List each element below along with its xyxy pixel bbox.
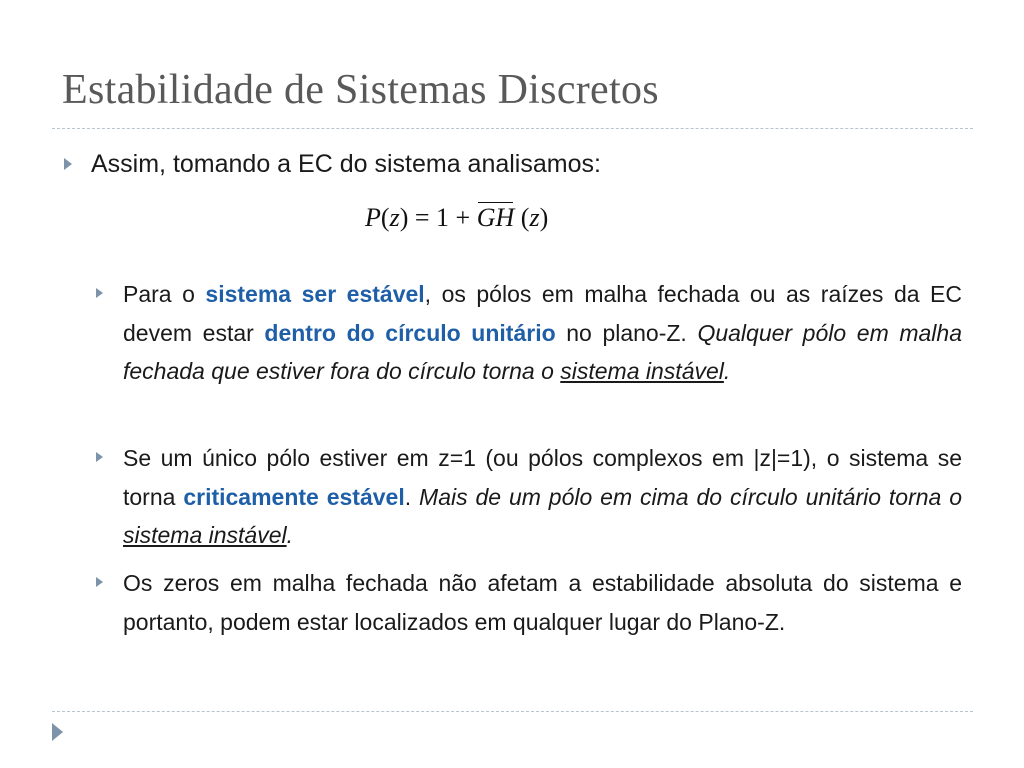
sub-bullet-critical — [123, 439, 962, 555]
title-divider — [52, 128, 973, 129]
sub-bullet-text: , os pólos em malha fechada ou as raízes da EC devem estar — [123, 281, 962, 346]
equation-variable: z — [389, 203, 400, 232]
sub-bullet-stability — [123, 275, 962, 391]
highlight-text: criticamente estável — [183, 483, 405, 510]
equation-paren: ( — [380, 203, 390, 232]
sub-bullet-arrow-icon — [96, 577, 103, 587]
equation-plus: + — [449, 203, 477, 232]
sub-bullet-text: . — [286, 522, 294, 548]
highlight-text: dentro do círculo unitário — [264, 319, 556, 346]
sub-bullet-arrow-icon — [96, 452, 103, 462]
sub-bullet-text: . — [404, 483, 420, 510]
equation-lhs: P — [365, 203, 381, 232]
next-slide-arrow-icon[interactable] — [52, 723, 63, 741]
sub-bullet-arrow-icon — [96, 288, 103, 298]
equation-equals: = — [408, 203, 437, 232]
sub-bullet-text: . — [723, 358, 731, 384]
equation-gh-overline: GH — [477, 195, 515, 241]
equation-variable: z — [529, 203, 540, 232]
characteristic-equation — [365, 195, 548, 241]
sub-bullet-zeros: Os zeros em malha fechada não afetam a estabilidade absoluta do sistema e portanto, podem estar localizados em qualquer lugar do Plano-Z. — [123, 570, 962, 635]
footer-divider — [52, 711, 973, 712]
underlined-text: sistema instável — [123, 522, 287, 548]
slide-title: Estabilidade de Sistemas Discretos — [62, 67, 659, 113]
equation-one: 1 — [436, 203, 450, 232]
sub-bullet-text: no plano-Z. — [555, 319, 698, 346]
bullet-arrow-icon — [64, 158, 72, 170]
italic-text: Mais de um pólo em cima do círculo unitário torna o — [419, 483, 963, 510]
equation-paren: ( — [514, 203, 530, 232]
highlight-text: sistema ser estável — [205, 281, 425, 307]
italic-text: Qualquer pólo em malha fechada que estiver fora do círculo torna o — [123, 319, 962, 384]
bullet-text: Assim, tomando a EC do sistema analisamos: — [91, 150, 601, 178]
sub-bullet-text: Se um único pólo estiver em z=1 (ou pólos complexos em |z|=1), o sistema se torna — [123, 445, 962, 510]
underlined-text: sistema instável — [560, 358, 724, 384]
equation-paren: ) — [539, 203, 549, 232]
equation-paren: ) — [399, 203, 409, 232]
sub-bullet-text: Para o — [123, 281, 206, 307]
